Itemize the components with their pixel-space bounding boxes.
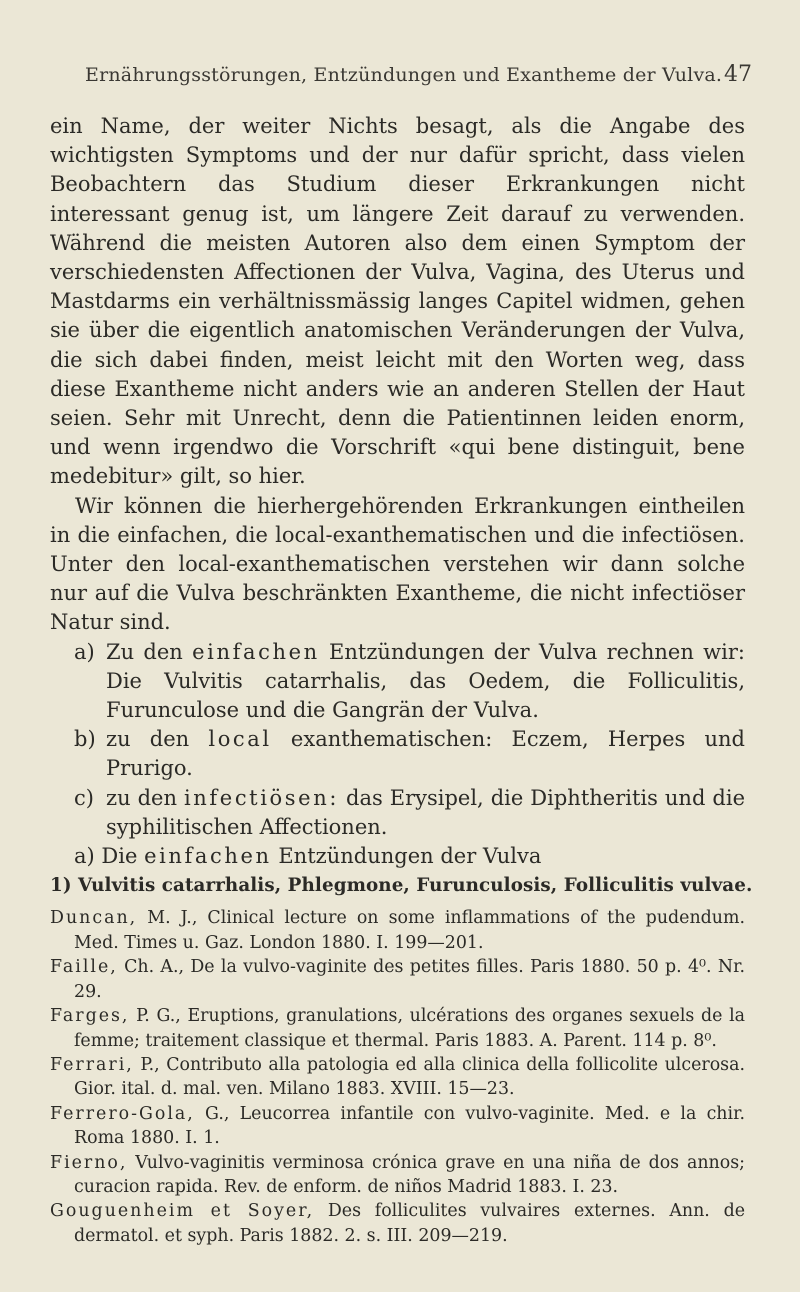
section-title bbox=[50, 842, 745, 871]
list-rest: exanthematischen: Eczem, Herpes und Prurigo. bbox=[106, 727, 745, 781]
paragraph: ein Name, der weiter Nichts besagt, als die Angabe des wichtigsten Symptoms und der nur dafür spricht, dass vielen Beobachtern das Studium dieser Erkrankungen nicht interessant genug ist, um längere Zeit darauf zu verwenden. Während die meisten Autoren also dem einen Symptom der verschiedensten Affectionen der Vulva, Vagina, des Uterus und Mastdarms ein verhältnissmässig langes Capitel widmen, gehen sie über die eigentlich anatomischen Veränderungen der Vulva, die sich dabei finden, meist leicht mit den Worten weg, dass diese Exantheme nicht anders wie an anderen Stellen der Haut seien. Sehr mit Unrecht, denn die Patientinnen leiden enorm, und wenn irgendwo die Vorschrift «qui bene distinguit, bene medebitur» gilt, so hier. bbox=[50, 114, 745, 489]
list-item bbox=[50, 784, 745, 842]
reference-author: Fierno, bbox=[50, 1152, 128, 1173]
paragraph: Wir können die hierhergehörenden Erkrankungen eintheilen in die einfachen, die local-exanthematischen und die infectiösen. Unter den local-exanthematischen verstehen wir dann solche nur auf die Vulva beschränkten Exantheme, die nicht infectiöser Natur sind. bbox=[50, 493, 745, 635]
reference-entry bbox=[50, 1053, 745, 1102]
reference-entry bbox=[50, 1151, 745, 1200]
reference-entry bbox=[50, 1004, 745, 1053]
classification-list bbox=[50, 638, 745, 842]
reference-text: Vulvo-vaginitis verminosa crónica grave en una niña de dos annos; curacion rapida. Rev. de enform. de niños Madrid 1883. I. 23. bbox=[74, 1152, 745, 1197]
reference-text: Ch. A., De la vulvo-vaginite des petites filles. Paris 1880. 50 p. 4⁰. Nr. 29. bbox=[74, 957, 745, 1002]
main-text bbox=[50, 112, 753, 1248]
reference-entry bbox=[50, 955, 745, 1004]
reference-entry bbox=[50, 1199, 745, 1248]
list-emphasis: local bbox=[208, 727, 272, 752]
reference-list bbox=[50, 906, 745, 1248]
list-rest: das Erysipel, die Diphtheritis und die syphilitischen Affectionen. bbox=[106, 785, 745, 839]
subsection-title: 1) Vulvitis catarrhalis, Phlegmone, Furunculosis, Folliculitis vulvae. bbox=[50, 875, 753, 897]
list-emphasis: einfachen bbox=[192, 639, 320, 664]
list-emphasis: infectiösen: bbox=[183, 785, 339, 810]
reference-entry bbox=[50, 906, 745, 955]
reference-author: Ferrero-Gola, bbox=[50, 1103, 195, 1124]
section-lead: Die bbox=[101, 844, 145, 869]
list-rest: Entzündungen der Vulva rechnen wir: Die Vulvitis catarrhalis, das Oedem, die Folliculitis, Furunculose und die Gangrän der Vulva. bbox=[106, 639, 745, 723]
page-number: 47 bbox=[724, 62, 752, 87]
list-marker: a) bbox=[74, 639, 95, 664]
section-emphasis: einfachen bbox=[144, 844, 272, 869]
reference-author: Gouguenheim et Soyer, bbox=[50, 1201, 315, 1222]
reference-author: Farges, bbox=[50, 1006, 130, 1027]
reference-author: Ferrari, bbox=[50, 1054, 134, 1075]
list-marker: b) bbox=[74, 727, 96, 752]
reference-author: Duncan, bbox=[50, 908, 138, 929]
list-lead: Zu den bbox=[106, 639, 193, 664]
section-rest: Entzündungen der Vulva bbox=[271, 844, 542, 869]
reference-text: G., Leucorrea infantile con vulvo-vaginite. Med. e la chir. Roma 1880. I. 1. bbox=[74, 1103, 745, 1149]
reference-text: Des folliculites vulvaires externes. Ann. de dermatol. et syph. Paris 1882. 2. s. III. 209—219. bbox=[74, 1201, 745, 1246]
list-item bbox=[50, 638, 745, 726]
reference-text: P., Contributo alla patologia ed alla clinica della follicolite ulcerosa. Gior. ital. d. mal. ven. Milano 1883. XVIII. 15—23. bbox=[74, 1054, 745, 1100]
list-lead: zu den bbox=[106, 785, 184, 810]
section-marker: a) bbox=[74, 844, 95, 869]
reference-entry bbox=[50, 1102, 745, 1151]
list-marker: c) bbox=[74, 785, 94, 810]
running-head: Ernährungsstörungen, Entzündungen und Exantheme der Vulva. bbox=[85, 64, 723, 86]
reference-text: P. G., Eruptions, granulations, ulcérations des organes sexuels de la femme; traitement classique et thermal. Paris 1883. A. Parent. 114 p. 8⁰. bbox=[74, 1006, 745, 1051]
list-lead: zu den bbox=[106, 727, 209, 752]
reference-text: M. J., Clinical lecture on some inflammations of the pudendum. Med. Times u. Gaz. London 1880. I. 199—201. bbox=[74, 908, 745, 953]
reference-author: Faille, bbox=[50, 957, 118, 978]
list-item bbox=[50, 725, 745, 783]
